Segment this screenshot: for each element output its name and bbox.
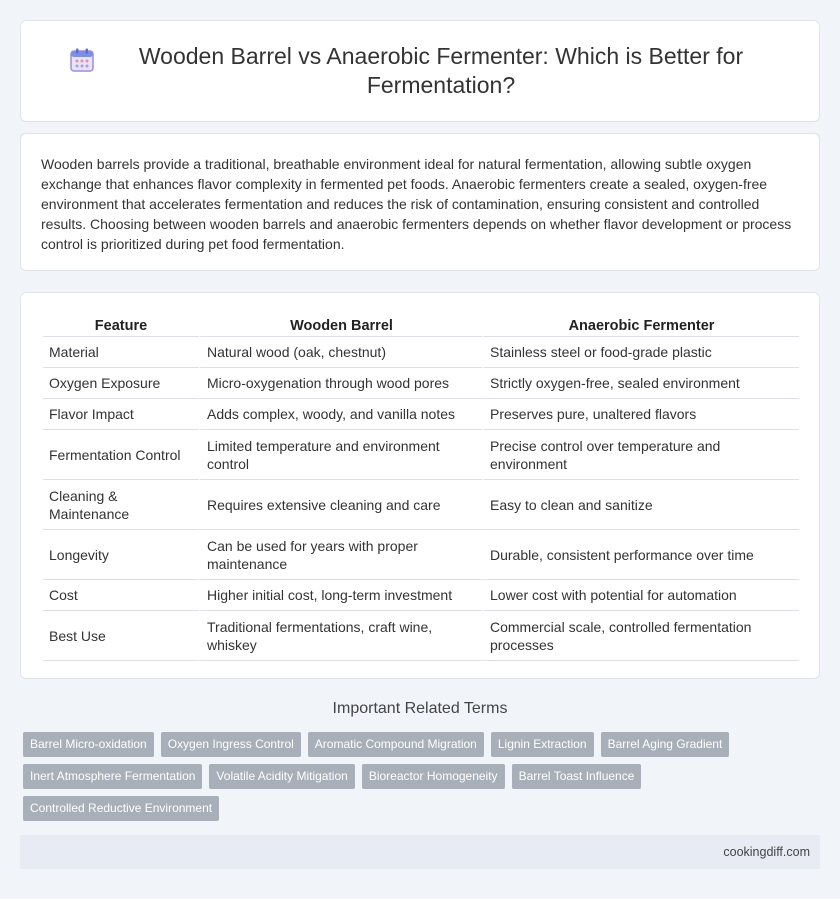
header-feature: Feature <box>43 315 199 337</box>
table-row <box>43 399 799 430</box>
table-cell: Higher initial cost, long-term investment <box>199 580 482 611</box>
table-cell: Preserves pure, unaltered flavors <box>482 399 799 430</box>
related-term-tag[interactable]: Inert Atmosphere Fermentation <box>23 764 202 789</box>
related-term-tag[interactable]: Barrel Toast Influence <box>512 764 642 789</box>
header-card <box>20 20 820 122</box>
table-cell: Easy to clean and sanitize <box>482 480 799 530</box>
table-cell: Can be used for years with proper maintenance <box>199 530 482 580</box>
table-cell: Adds complex, woody, and vanilla notes <box>199 399 482 430</box>
table-cell: Micro-oxygenation through wood pores <box>199 368 482 399</box>
calendar-icon <box>69 47 95 73</box>
page-title: Wooden Barrel vs Anaerobic Fermenter: Which is Better for Fermentation? <box>138 43 744 98</box>
table-cell: Longevity <box>43 530 199 580</box>
related-terms-list <box>23 732 823 828</box>
table-cell: Best Use <box>43 611 199 661</box>
table-cell: Precise control over temperature and environment <box>482 430 799 480</box>
related-term-tag[interactable]: Barrel Micro-oxidation <box>23 732 154 757</box>
table-cell: Fermentation Control <box>43 430 199 480</box>
table-cell: Traditional fermentations, craft wine, whiskey <box>199 611 482 661</box>
table-cell: Lower cost with potential for automation <box>482 580 799 611</box>
table-cell: Cost <box>43 580 199 611</box>
comparison-card <box>20 292 820 679</box>
table-row <box>43 430 799 480</box>
table-cell: Material <box>43 337 199 368</box>
table-cell: Strictly oxygen-free, sealed environment <box>482 368 799 399</box>
header-anaerobic-fermenter: Anaerobic Fermenter <box>482 315 799 337</box>
related-term-tag[interactable]: Volatile Acidity Mitigation <box>209 764 354 789</box>
related-term-tag[interactable]: Aromatic Compound Migration <box>308 732 484 757</box>
table-cell: Natural wood (oak, chestnut) <box>199 337 482 368</box>
intro-text: Wooden barrels provide a traditional, breathable environment ideal for natural fermentation, allowing subtle oxygen exchange that enhances flavor complexity in fermented pet foods. Anaerobic fermenters create a sealed, oxygen-free environment that accelerates fermentation and reduces the risk of contamination, ensuring consistent and controlled results. Choosing between wooden barrels and anaerobic fermenters depends on whether flavor development or process control is prioritized during pet food fermentation. <box>41 156 792 252</box>
table-cell: Requires extensive cleaning and care <box>199 480 482 530</box>
table-header-row <box>43 315 799 337</box>
table-row <box>43 368 799 399</box>
table-cell: Oxygen Exposure <box>43 368 199 399</box>
table-cell: Limited temperature and environment control <box>199 430 482 480</box>
table-cell: Cleaning & Maintenance <box>43 480 199 530</box>
footer-site-link[interactable]: cookingdiff.com <box>723 845 810 859</box>
footer <box>20 835 820 869</box>
table-row <box>43 611 799 661</box>
related-term-tag[interactable]: Controlled Reductive Environment <box>23 796 219 821</box>
related-term-tag[interactable]: Barrel Aging Gradient <box>601 732 730 757</box>
intro-card <box>20 133 820 271</box>
table-row <box>43 530 799 580</box>
table-cell: Flavor Impact <box>43 399 199 430</box>
table-cell: Stainless steel or food-grade plastic <box>482 337 799 368</box>
related-term-tag[interactable]: Lignin Extraction <box>491 732 594 757</box>
table-row <box>43 480 799 530</box>
table-row <box>43 580 799 611</box>
table-cell: Durable, consistent performance over time <box>482 530 799 580</box>
header-wooden-barrel: Wooden Barrel <box>199 315 482 337</box>
related-term-tag[interactable]: Bioreactor Homogeneity <box>362 764 505 789</box>
table-cell: Commercial scale, controlled fermentation processes <box>482 611 799 661</box>
related-term-tag[interactable]: Oxygen Ingress Control <box>161 732 301 757</box>
table-row <box>43 337 799 368</box>
related-terms-title: Important Related Terms <box>332 700 508 717</box>
comparison-table <box>43 315 799 661</box>
